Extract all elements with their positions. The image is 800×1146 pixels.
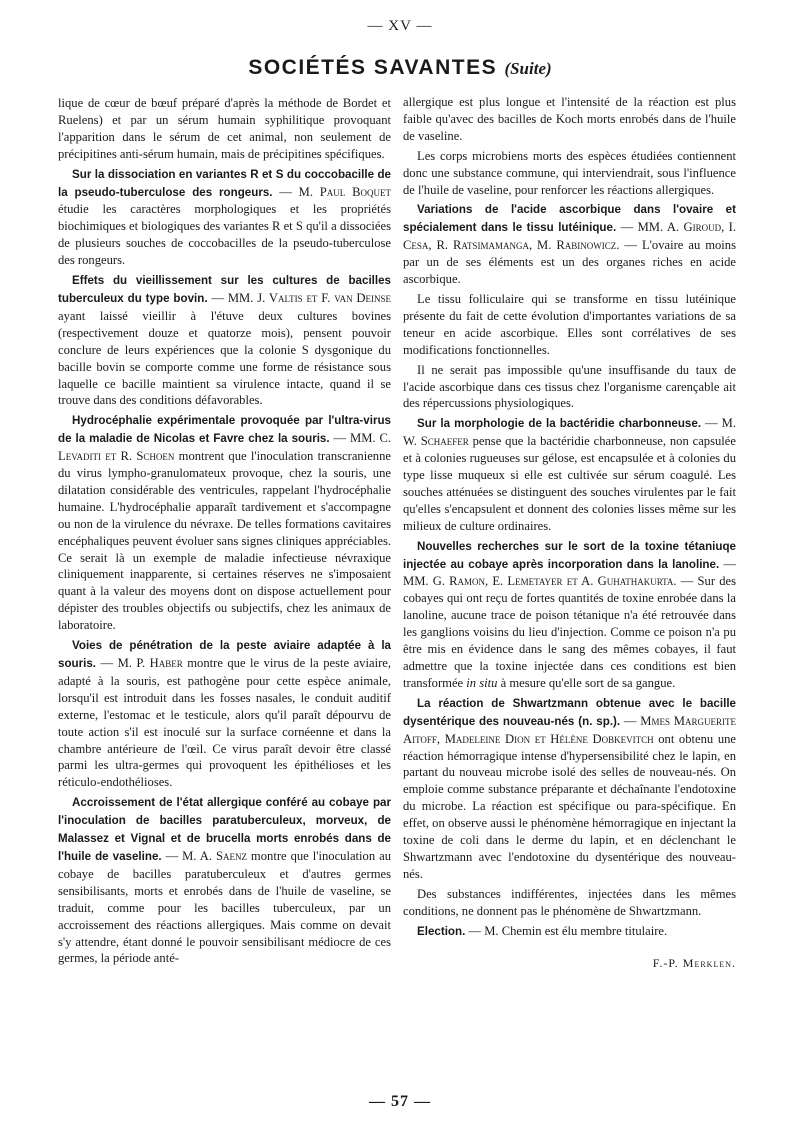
paragraph — [403, 148, 736, 199]
article — [403, 201, 736, 288]
paragraph — [58, 95, 391, 163]
article — [58, 166, 391, 269]
article-heading: Nouvelles recherches sur le sort de la toxine tétaniuqe injectée au cobaye après incorporation dans la lanoline. — [403, 539, 736, 571]
page-number-roman: — XV — — [367, 18, 433, 34]
article-body-end: à mesure qu'elle sort de sa gangue. — [497, 675, 676, 690]
title-text: SOCIÉTÉS SAVANTES — [248, 56, 498, 79]
paragraph-text: Il ne serait pas impossible qu'une insuffisande du taux de l'acide ascorbique dans ces tissus chez l'organisme carençable ait des répercussions physiologiques. — [403, 362, 736, 411]
article-authors: — M. Paul Boquet — [272, 184, 391, 199]
right-column — [403, 94, 736, 971]
article — [403, 415, 736, 534]
article-body: — Sur des cobayes qui ont reçu de fortes quantités de toxine enrobée dans la lanoline, aucune trace de poison tétanique n'a été retrouvée dans les ganglions voisins du lieu d'injection. Comme ce poison n'a pu être mis en évidence dans le sang des mêmes cobayes, il faut admettre que la toxine injectée dans ces conditions est bien transformée — [403, 574, 736, 690]
article — [58, 637, 391, 791]
paragraph-text: allergique est plus longue et l'intensité de la réaction est plus faible qu'avec des bacilles de Koch morts enrobés dans de l'huile de vaseline. — [403, 95, 736, 143]
article-authors: — M. P. Haber — [96, 656, 183, 670]
article-body: montre que l'inoculation au cobaye de bacilles paratuberculeux et d'autres germes sensibilisants, morts et enrobés dans de l'huile de vaseline, se traduit, comme pour les bacilles tuberculeux, par un accroissement des réactions allergiques. Mais comme on devait s'y attendre, étant donné le pouvoir sensibilisant médiocre de ces germes, la période anté- — [58, 848, 391, 966]
article-body: étudie les caractères morphologiques et les propriétés biochimiques et biologiques des variantes R et S qu'il a dissociées de plusieurs souches de coccobacilles de la pseudo-tuberculose des rongeurs. — [58, 202, 391, 268]
article — [403, 923, 736, 941]
article-body: — L'ovaire au moins par un de ses éléments est un des organes riches en acide ascorbique. — [403, 238, 736, 287]
article-heading: Variations de l'acide ascorbique dans l'ovaire et spécialement dans le tissu lutéinique. — [403, 203, 736, 235]
paragraph — [403, 94, 736, 145]
article-authors: — MM. G. Ramon, E. Lemetayer et A. Guhathakurta. — [403, 556, 736, 589]
article — [58, 412, 391, 634]
article-authors: — MM. A. Giroud, I. Cesa, R. Ratsimamanga, M. Rabinowicz. — [403, 220, 737, 253]
article-heading: La réaction de Shwartzmann obtenue avec le bacille dysentérique des nouveau-nés (n. sp.). — [403, 696, 736, 728]
paragraph — [403, 291, 736, 359]
left-column — [58, 95, 391, 970]
signature: F.-P. Merklen. — [652, 955, 736, 970]
article-authors: — MM. J. Valtis et F. van Deinse — [207, 290, 391, 305]
article-heading: Accroissement de l'état allergique conféré au cobaye par l'inoculation de bacilles paratuberculeux, morveux, de Malassez et Vignal et de brucella morts enrobés dans de l'huile de vaseline. — [58, 796, 391, 863]
article-heading: Sur la morphologie de la bactéridie charbonneuse. — [417, 417, 702, 431]
article-authors: — M. W. Schaefer — [403, 416, 736, 449]
article-italic: in situ — [466, 675, 498, 690]
page-title — [0, 56, 800, 80]
article — [403, 538, 736, 692]
article-authors: — M. A. Saenz — [161, 848, 247, 863]
article-heading: Election. — [417, 924, 466, 938]
title-suite: (Suite) — [504, 59, 552, 78]
article — [58, 794, 391, 967]
article-body: — M. Chemin est élu membre titulaire. — [465, 923, 668, 938]
paragraph-text: Les corps microbiens morts des espèces étudiées contiennent donc une substance commune, qui interviendrait, sous l'influence de l'huile de vaseline, pour renforcer les réactions allergiques. — [403, 148, 736, 197]
article-body: ont obtenu une réaction hémorragique intense d'hypersensibilité chez le lapin, en partant du nouveau microbe isolé des selles de nouveau-nés. On emploie comme substance préparante et déchaînante l'endotoxine du microbe. La réaction est spécifique ou para-spécifique. En effet, on observe aussi le phénomène hémorragique en injectant la toxine de coli dans le derme du lapin, et en déclenchant le Shwartzmann avec l'endotoxine du dysentérique des nouveau-nés. — [403, 731, 737, 881]
article-authors: — MM. C. Levaditi et R. Schoen — [58, 431, 391, 464]
article-body: montre que le virus de la peste aviaire, adapté à la souris, est pathogène pour cette espèce animale, lorsqu'il est introduit dans les fosses nasales, le conduit auditif externe, l'estomac et le testicule, alors qu'il paraît dépourvu de toute action s'il est inoculé sur la surface cornéenne et dans la chambre antérieure de l'œil. Ce virus paraît devoir être classé parmi les ultra-germes qui provoquent les épithélioses et les réticulo-endothélioses. — [58, 656, 392, 790]
article-heading: Voies de pénétration de la peste aviaire adaptée à la souris. — [58, 639, 391, 670]
article-body: ayant laissé vieillir à l'étuve deux cultures bovines (respectivement douze et quatorze mois), pensent pouvoir conclure de leurs expériences que la colonie S dysgonique du bacille bovin se comporte comme une forme de résistance sous laquelle ce bacille maintient sa virulence intacte, quand il se trouve dans des conditions défavorables. — [58, 308, 391, 408]
article — [403, 695, 736, 883]
page-number: — 57 — — [369, 1093, 431, 1110]
article-body: montrent que l'inoculation transcranienne du virus lympho-granulomateux provoque, chez la souris, une dilatation considérable des ventricules, rappelant l'hydrocéphalie humaine. L'hydrocéphalie apparaît tardivement et s'accompagne ou non de la virulence du névraxe. De telles formations cavitaires encéphaliques peuvent évoluer sans signes cliniques appréciables. Ce serait là un exemple de maladie infectieuse névraxique cliniquement inapparente, si certaines réserves ne s'imposaient quant à la valeur des moyens dont on dispose actuellement pour dépister des troubles objectifs ou subjectifs, chez les animaux de laboratoire. — [58, 449, 391, 633]
paragraph-text: Le tissu folliculaire qui se transforme en tissu lutéinique présente du fait de cette évolution d'importantes variations de sa teneur en acide ascorbique. Elles sont corrélatives de ses modifications fonctionnelles. — [403, 291, 736, 357]
article — [58, 272, 391, 409]
article-body: pense que la bactéridie charbonneuse, non capsulée et à colonies rugueuses sur gélose, est encapsulée et à colonies du type lisse muqueux si elle est cultivée sur sérum coagulé. Les souches atténuées se distinguent des souches virulentes par le fait qu'elles s'encapsulent et donnent des colonies lisses même sur les milieux de culture ordinaires. — [403, 434, 736, 533]
article-heading: Hydrocéphalie expérimentale provoquée par l'ultra-virus de la maladie de Nicolas et Favre chez la souris. — [58, 414, 391, 446]
article-heading: Sur la dissociation en variantes R et S du coccobacille de la pseudo-tuberculose des rongeurs. — [58, 167, 391, 199]
paragraph-text: lique de cœur de bœuf préparé d'après la méthode de Bordet et Ruelens) et par un sérum humain syphilitique provoquant l'apparition dans le sérum de cet animal, non seulement de précipitines anti-sérum humain, mais de précipitines spécifiques. — [58, 96, 391, 161]
paragraph-text: Des substances indifférentes, injectées dans les mêmes conditions, ne donnent pas le phénomène de Shwartzmann. — [403, 886, 736, 918]
article-authors: — Mmes Marguerite Aitoff, Madeleine Dion et Hélène Dobkevitch — [403, 713, 737, 746]
article-heading: Effets du vieillissement sur les cultures de bacilles tuberculeux du type bovin. — [58, 274, 391, 305]
paragraph — [403, 362, 736, 413]
paragraph — [403, 886, 736, 920]
